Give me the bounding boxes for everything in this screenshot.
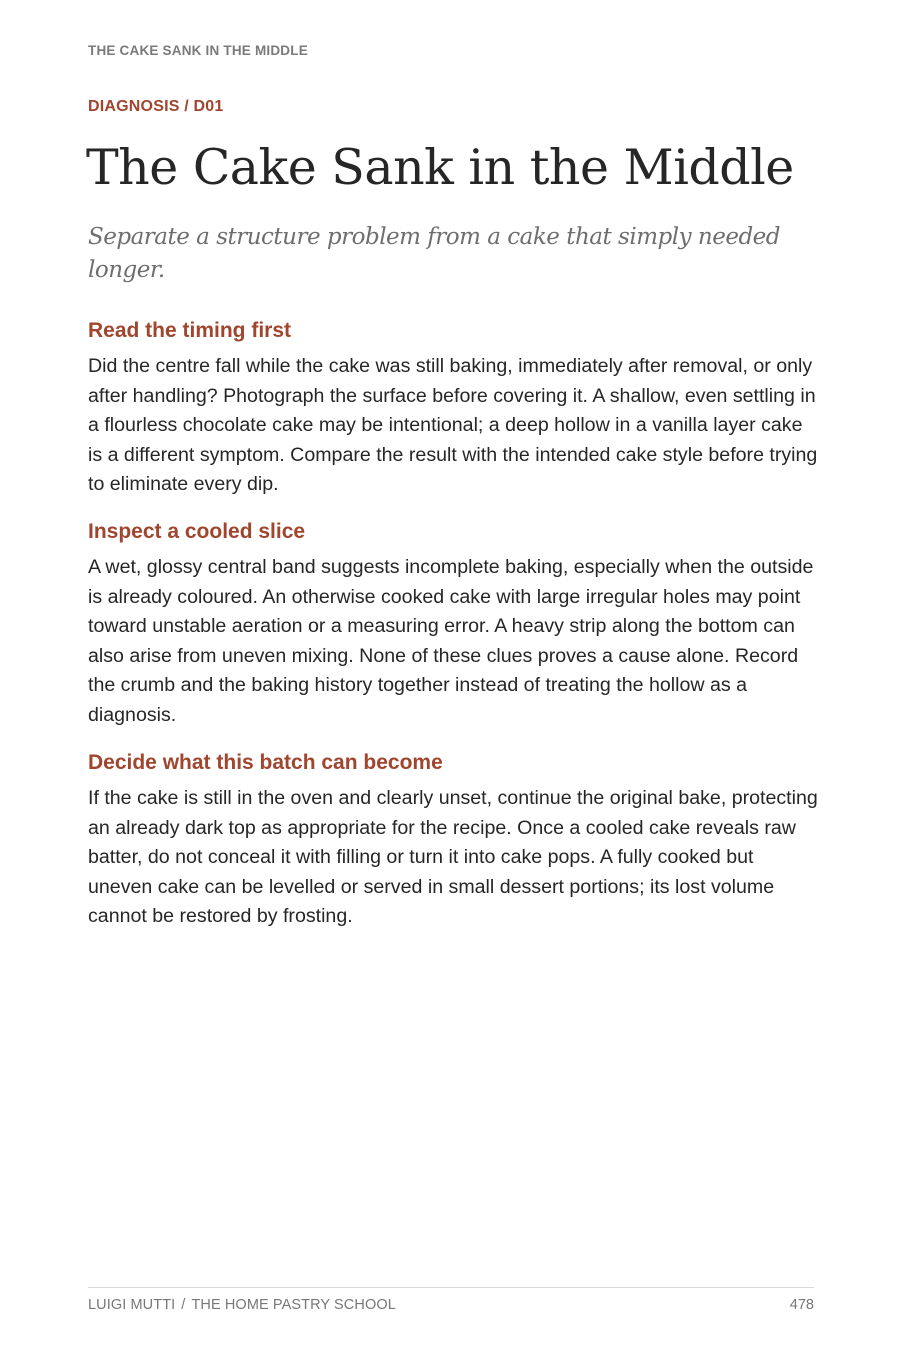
section-heading: Read the timing first xyxy=(88,319,292,342)
page-subtitle: Separate a structure problem from a cake that simply needed longer. xyxy=(88,224,781,283)
footer-divider xyxy=(88,1287,814,1288)
section-cooled-slice xyxy=(88,519,818,730)
document-page xyxy=(86,0,818,1350)
section-timing xyxy=(88,318,818,500)
section-heading: Inspect a cooled slice xyxy=(88,520,306,543)
section-batch-outcome xyxy=(88,750,818,932)
running-head: THE CAKE SANK IN THE MIDDLE xyxy=(88,43,308,58)
page-title: The Cake Sank in the Middle xyxy=(86,139,794,196)
section-body: Did the centre fall while the cake was still baking, immediately after removal, or only after handling? Photograph the surface before covering it. A shallow, even settling in a flourless chocolate cake may be intentional; a deep hollow in a vanilla layer cake is a different symptom. Compare the result with the intended cake style before trying to eliminate every dip. xyxy=(88,355,818,495)
section-heading: Decide what this batch can become xyxy=(88,751,443,774)
footer-author: LUIGI MUTTI xyxy=(88,1297,176,1313)
section-body: A wet, glossy central band suggests incomplete baking, especially when the outside is already coloured. An otherwise cooked cake with large irregular holes may point toward unstable aeration or a measuring error. A heavy strip along the bottom can also arise from uneven mixing. None of these clues proves a cause alone. Record the crumb and the baking history together instead of treating the hollow as a diagnosis. xyxy=(88,556,814,726)
footer-separator: / xyxy=(181,1297,186,1313)
footer-book-title: THE HOME PASTRY SCHOOL xyxy=(191,1297,396,1313)
section-body: If the cake is still in the oven and clearly unset, continue the original bake, protecting an already dark top as appropriate for the recipe. Once a cooled cake reveals raw batter, do not conceal it with filling or turn it into cake pops. A fully cooked but uneven cake can be levelled or served in small dessert portions; its lost volume cannot be restored by frosting. xyxy=(88,787,818,927)
diagnosis-kicker: DIAGNOSIS / D01 xyxy=(88,98,224,115)
footer-credit xyxy=(88,1297,396,1313)
page-number: 478 xyxy=(789,1297,814,1313)
